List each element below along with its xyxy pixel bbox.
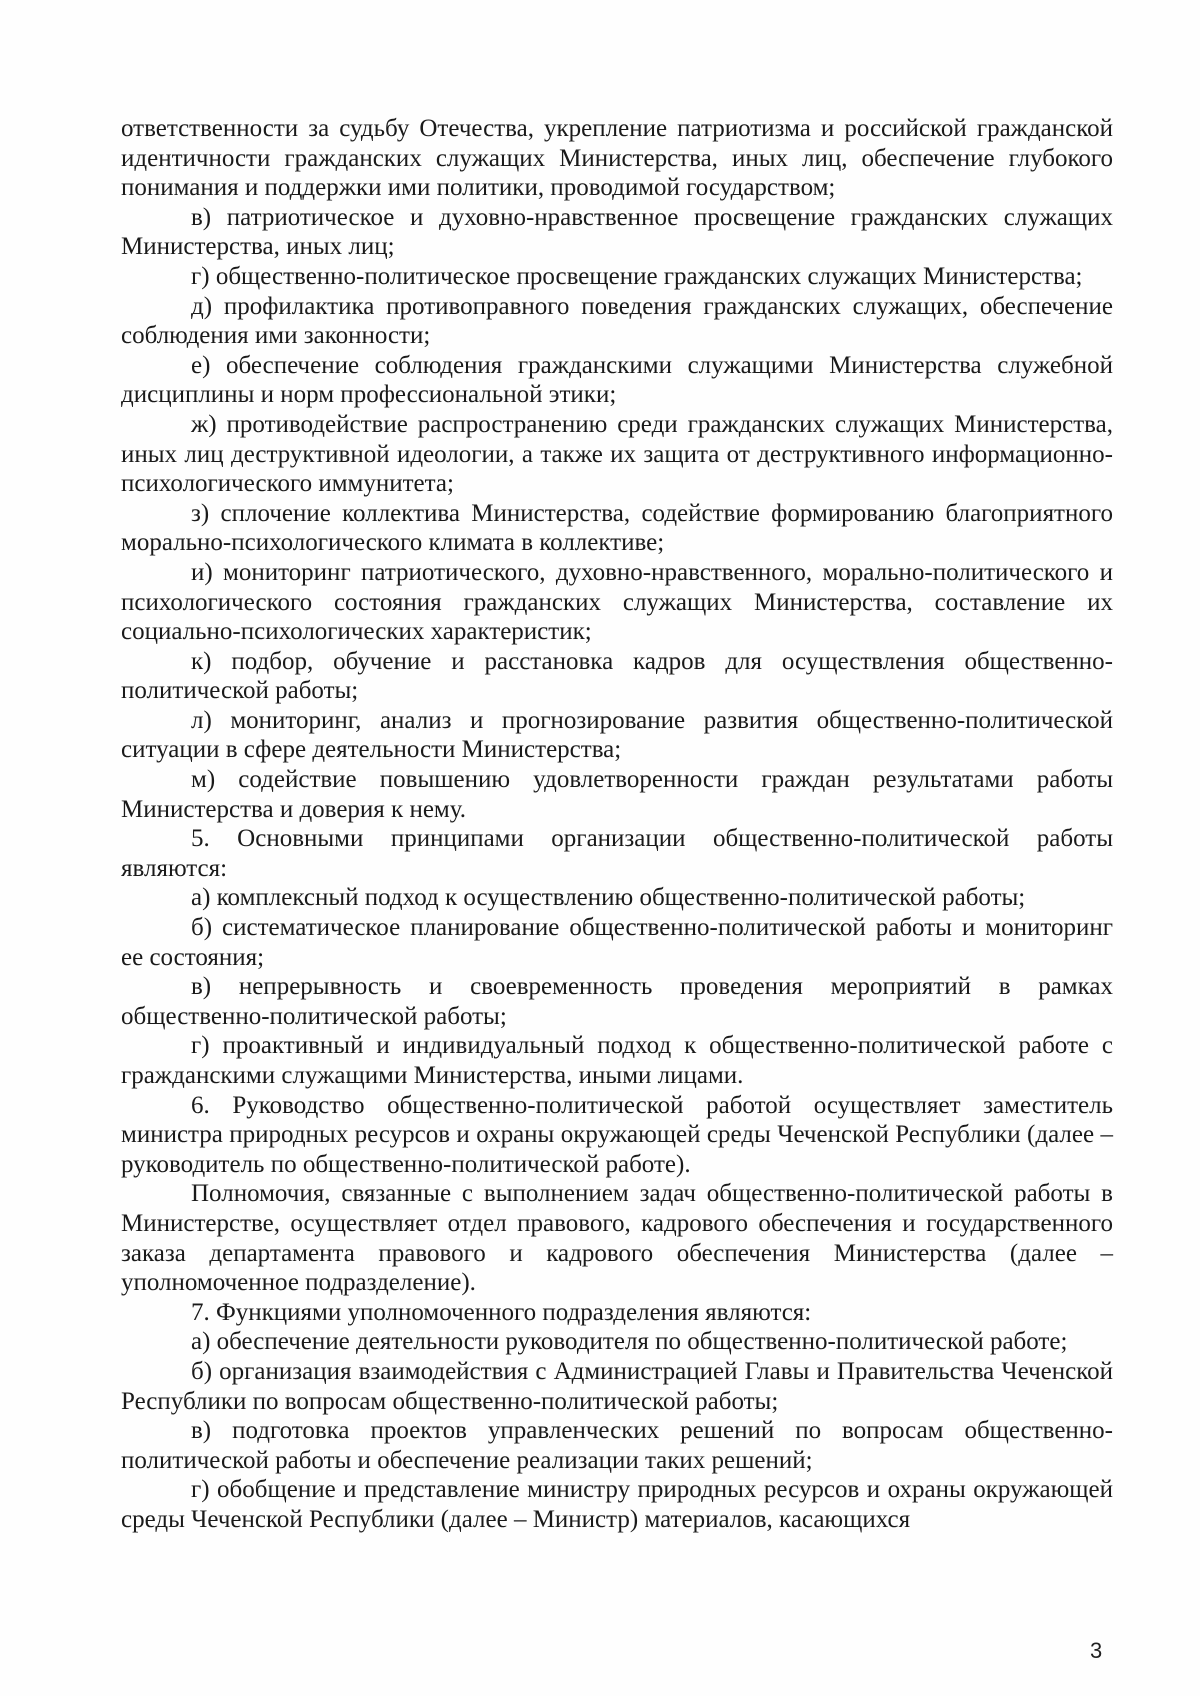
paragraph: к) подбор, обучение и расстановка кадров для осуществления общественно-политической работы;	[121, 647, 1113, 705]
paragraph: б) организация взаимодействия с Администрацией Главы и Правительства Чеченской Республики по вопросам общественно-политической работы;	[121, 1357, 1113, 1415]
paragraph: а) обеспечение деятельности руководителя по общественно-политической работе;	[191, 1328, 1068, 1356]
document-body	[121, 114, 1113, 1535]
page-number: 3	[1090, 1638, 1103, 1663]
paragraph: а) комплексный подход к осуществлению общественно-политической работы;	[191, 884, 1026, 912]
paragraph: в) патриотическое и духовно-нравственное просвещение гражданских служащих Министерства, иных лиц;	[121, 203, 1113, 261]
paragraph: 5. Основными принципами организации общественно-политической работы являются:	[121, 825, 1113, 882]
paragraph: 7. Функциями уполномоченного подразделения являются:	[191, 1298, 812, 1326]
paragraph: и) мониторинг патриотического, духовно-нравственного, морально-политического и психологического состояния гражданских служащих Министерства, составление их социально-психологических характеристик;	[121, 558, 1113, 646]
paragraph: в) непрерывность и своевременность проведения мероприятий в рамках общественно-политической работы;	[121, 973, 1113, 1030]
paragraph: ж) противодействие распространению среди гражданских служащих Министерства, иных лиц деструктивной идеологии, а также их защита от деструктивного информационно-психологического иммунитета;	[121, 410, 1113, 498]
paragraph: в) подготовка проектов управленческих решений по вопросам общественно-политической работы и обеспечение реализации таких решений;	[121, 1417, 1113, 1474]
paragraph: г) обобщение и представление министру природных ресурсов и охраны окружающей среды Чеченской Республики (далее – Министр) материалов, касающихся	[121, 1476, 1113, 1533]
paragraph: д) профилактика противоправного поведения гражданских служащих, обеспечение соблюдения ими законности;	[121, 292, 1113, 350]
paragraph: е) обеспечение соблюдения гражданскими служащими Министерства служебной дисциплины и норм профессиональной этики;	[121, 351, 1113, 409]
paragraph: 6. Руководство общественно-политической работой осуществляет заместитель министра природных ресурсов и охраны окружающей среды Чеченской Республики (далее – руководитель по общественно-политической работе).	[121, 1091, 1113, 1178]
paragraph: м) содействие повышению удовлетворенности граждан результатами работы Министерства и доверия к нему.	[121, 766, 1113, 823]
paragraph: г) общественно-политическое просвещение гражданских служащих Министерства;	[191, 262, 1083, 290]
paragraph: г) проактивный и индивидуальный подход к общественно-политической работе с гражданскими служащими Министерства, иными лицами.	[121, 1032, 1113, 1089]
paragraph: ответственности за судьбу Отечества, укрепление патриотизма и российской гражданской идентичности гражданских служащих Министерства, иных лиц, обеспечение глубокого понимания и поддержки ими политики, проводимой государством;	[121, 115, 1113, 202]
paragraph: з) сплочение коллектива Министерства, содействие формированию благоприятного морально-психологического климата в коллективе;	[121, 499, 1113, 557]
paragraph: Полномочия, связанные с выполнением задач общественно-политической работы в Министерстве, осуществляет отдел правового, кадрового обеспечения и государственного заказа департамента правового и кадрового обеспечения Министерства (далее – уполномоченное подразделение).	[121, 1180, 1113, 1297]
paragraph: л) мониторинг, анализ и прогнозирование развития общественно-политической ситуации в сфере деятельности Министерства;	[121, 706, 1113, 764]
paragraph: б) систематическое планирование общественно-политической работы и мониторинг ее состояния;	[121, 914, 1113, 971]
